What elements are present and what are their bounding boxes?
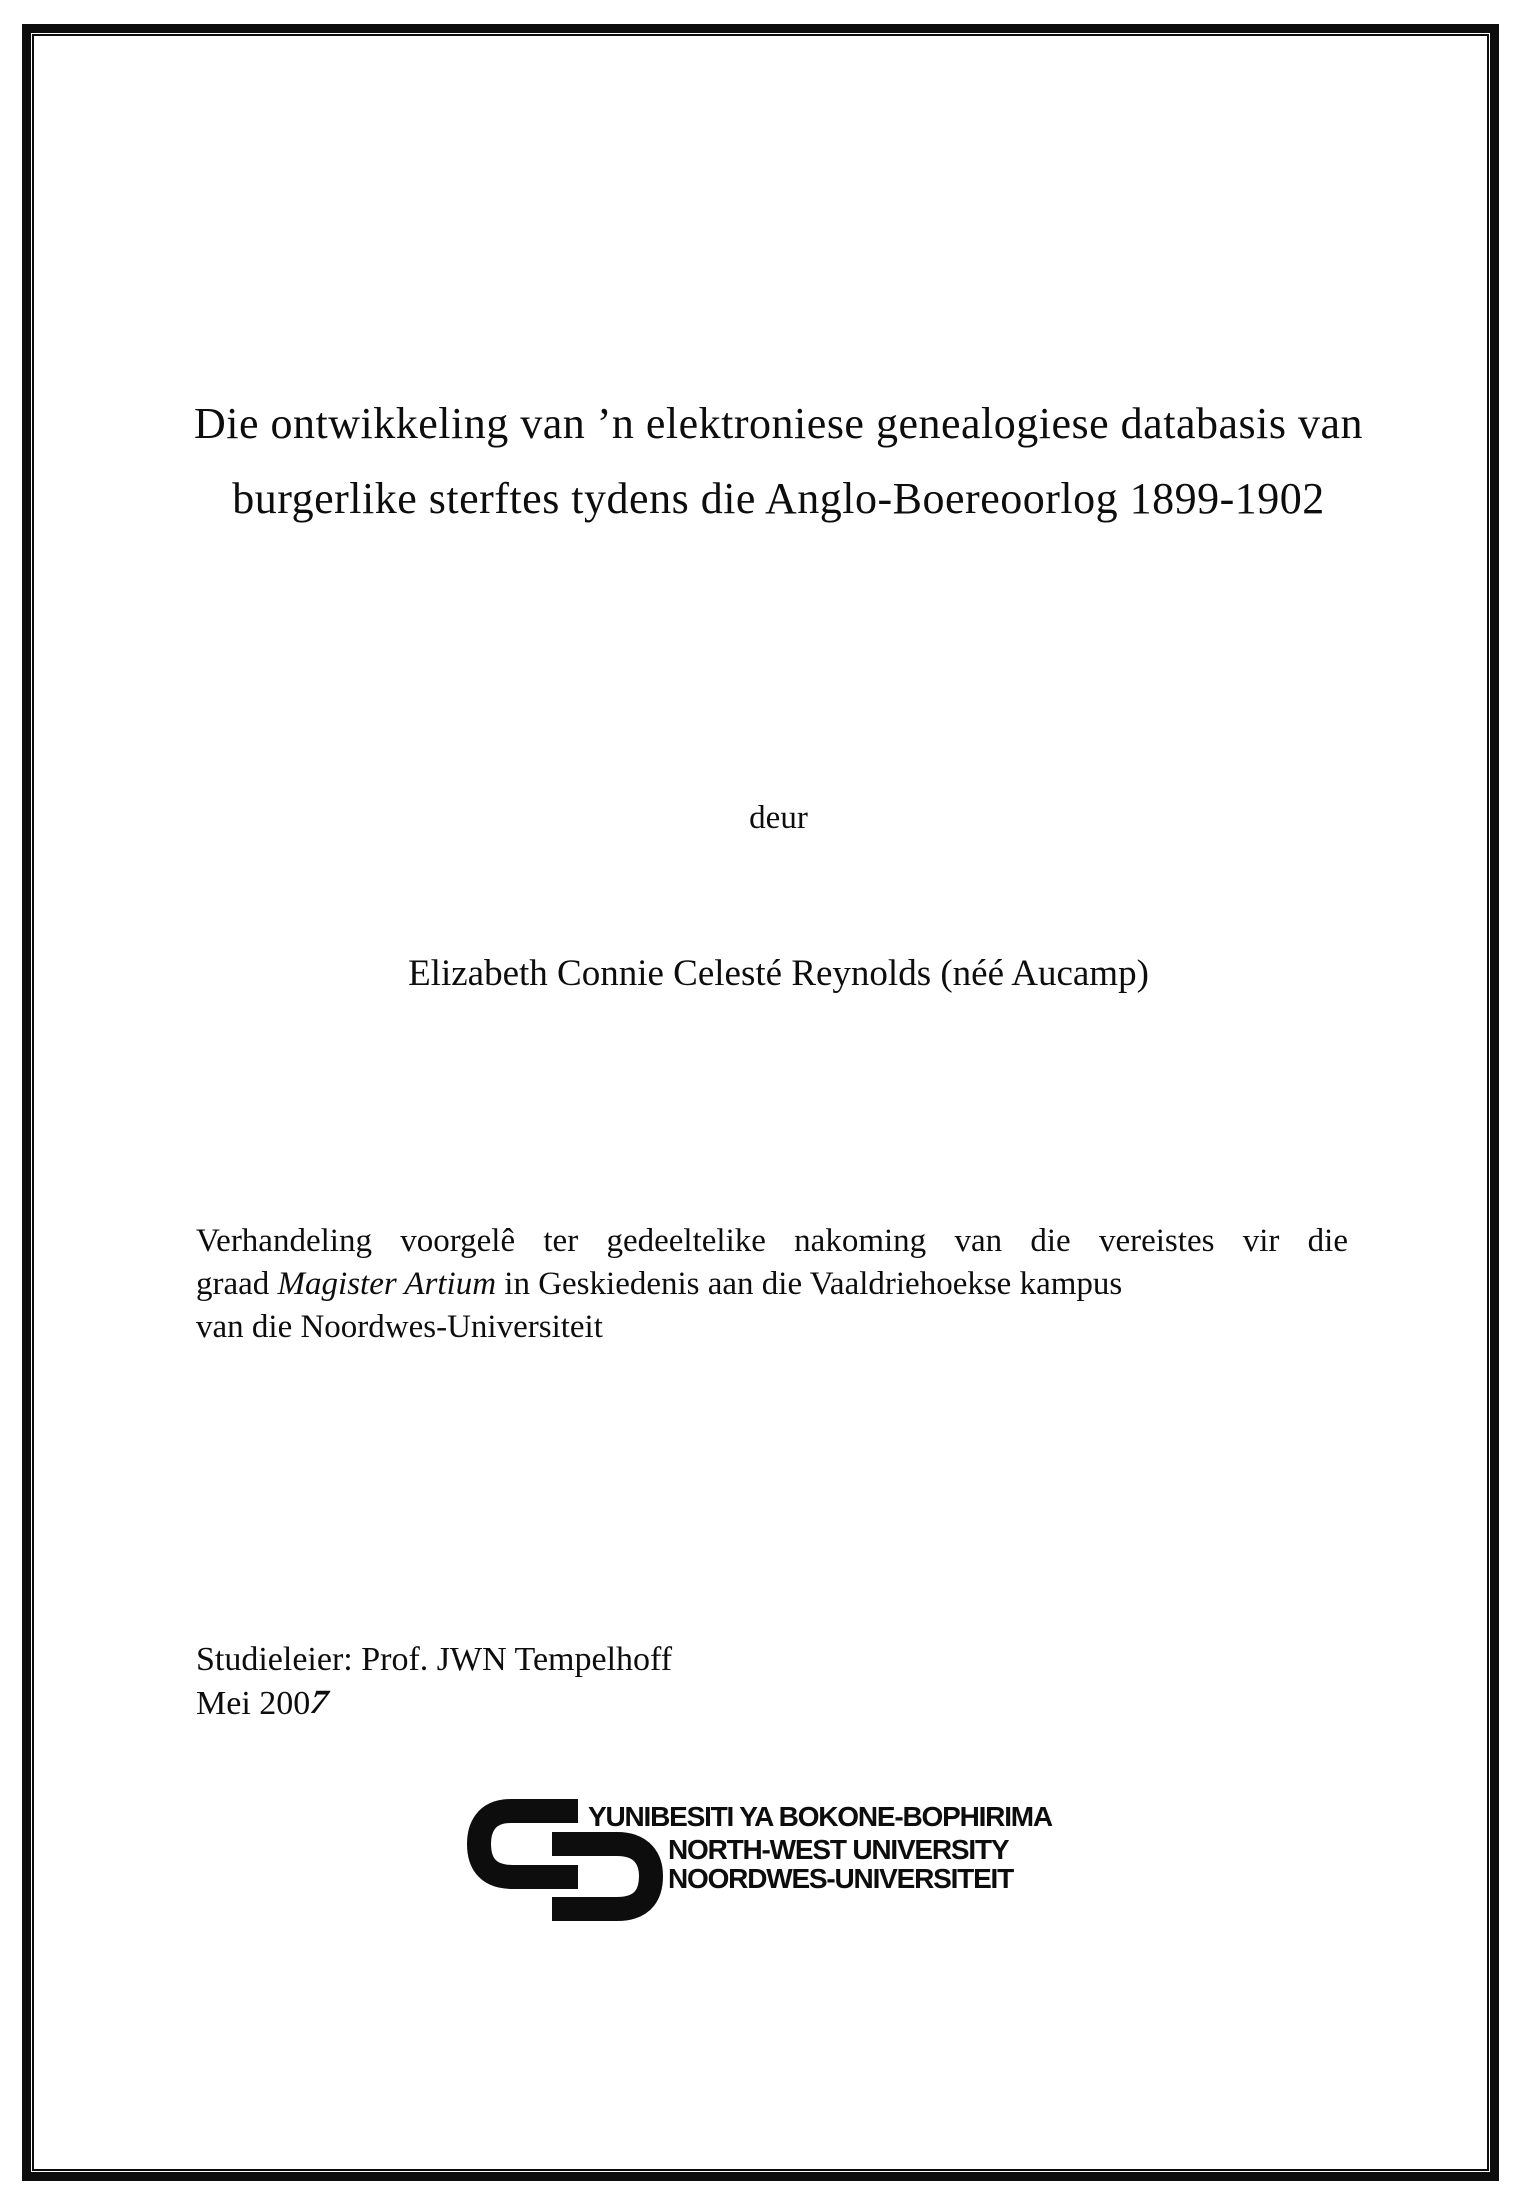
university-logo bbox=[465, 1798, 1105, 1938]
degree-statement-line-2 bbox=[196, 1263, 1348, 1306]
degree-statement-line-2-pre: graad bbox=[196, 1266, 278, 1302]
author-name: Elizabeth Connie Celesté Reynolds (néé Aucamp) bbox=[408, 953, 1149, 994]
degree-statement-line-1: Verhandeling voorgelê ter gedeeltelike nakoming van die vereistes vir die bbox=[196, 1223, 1348, 1259]
thesis-title-line-2: burgerlike sterftes tydens die Anglo-Boereoorlog 1899-1902 bbox=[232, 474, 1325, 523]
supervisor-line: Studieleier: Prof. JWN Tempelhoff bbox=[196, 1641, 673, 1678]
thesis-title bbox=[30, 386, 1527, 536]
date-line bbox=[196, 1682, 672, 1726]
logo-text-english: NORTH-WEST UNIVERSITY bbox=[668, 1834, 1009, 1865]
logo-text-setswana: YUNIBESITI YA BOKONE-BOPHIRIMA bbox=[588, 1801, 1052, 1832]
supervisor-block bbox=[196, 1638, 672, 1726]
degree-name-italic: Magister Artium bbox=[277, 1266, 497, 1302]
degree-statement-line-2-post: in Geskiedenis aan die Vaaldriehoekse kampus bbox=[496, 1266, 1123, 1302]
thesis-title-line-1: Die ontwikkeling van ’n elektroniese genealogiese databasis van bbox=[193, 399, 1363, 448]
date-digit-glyph: 7 bbox=[304, 1684, 334, 1721]
date-prefix: Mei 200 bbox=[196, 1685, 311, 1722]
degree-statement-line-3: van die Noordwes-Universiteit bbox=[196, 1309, 603, 1345]
byline-deur: deur bbox=[749, 800, 808, 836]
logo-text-afrikaans: NOORDWES-UNIVERSITEIT bbox=[668, 1863, 1014, 1894]
degree-statement bbox=[196, 1220, 1348, 1349]
